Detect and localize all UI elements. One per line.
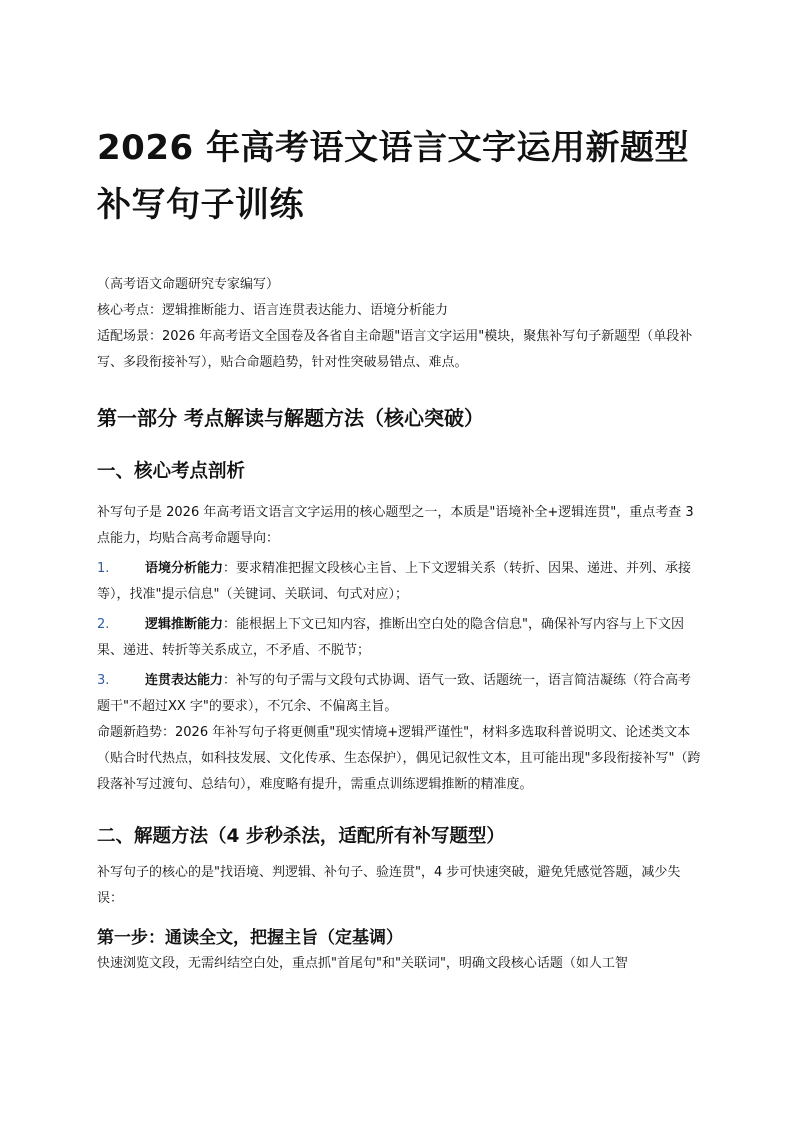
list-item [97, 612, 703, 664]
list-text: ：能根据上下文已知内容，推断出空白处的隐含信息"，确保补写内容与上下文因果、递进、转折等关系成立，不矛盾、不脱节； [97, 617, 684, 658]
core-points-line [97, 298, 703, 324]
section2-heading: 二、解题方法（4 步秒杀法，适配所有补写题型） [97, 826, 505, 847]
list-item [97, 556, 703, 608]
core-points-label: 核心考点： [97, 303, 163, 318]
list-term: 连贯表达能力 [145, 673, 224, 688]
step1-heading: 第一步：通读全文，把握主旨（定基调） [97, 928, 403, 948]
list-term: 语境分析能力 [145, 561, 224, 576]
document-page [97, 120, 703, 977]
author-line: （高考语文命题研究专家编写） [97, 277, 280, 292]
list-number: 2. [97, 617, 110, 632]
section2-intro: 补写句子的核心的是"找语境、判逻辑、补句子、验连贯"，4 步可快速突破，避免凭感觉答题，减少失误： [97, 865, 681, 906]
document-title: 2026 年高考语文语言文字运用新题型补写句子训练 [97, 128, 689, 225]
trend-paragraph: 命题新趋势：2026 年补写句子将更侧重"现实情境+逻辑严谨性"，材料多选取科普说明文、论述类文本（贴合时代热点，如科技发展、文化传承、生态保护），偶见记叙性文本，且可能出现"多段衔接补写"（跨段落补写过渡句、总结句），难度略有提升，需重点训练逻辑推断的精准度。 [97, 725, 701, 792]
list-number: 3. [97, 673, 110, 688]
list-text: ：补写的句子需与文段句式协调、语气一致、话题统一，语言简洁凝练（符合高考题干"不超过XX 字"的要求），不冗余、不偏离主旨。 [97, 673, 692, 714]
section1-intro: 补写句子是 2026 年高考语文语言文字运用的核心题型之一，本质是"语境补全+逻辑连贯"，重点考查 3 点能力，均贴合高考命题导向： [97, 505, 694, 546]
step1-text: 快速浏览文段，无需纠结空白处，重点抓"首尾句"和"关联词"，明确文段核心话题（如人工智 [97, 956, 628, 971]
scene-line [97, 324, 703, 376]
list-term: 逻辑推断能力 [145, 617, 224, 632]
list-text: ：要求精准把握文段核心主旨、上下文逻辑关系（转折、因果、递进、并列、承接等），找准"提示信息"（关键词、关联词、句式对应）； [97, 561, 692, 602]
scene-text: 2026 年高考语文全国卷及各省自主命题"语言文字运用"模块，聚焦补写句子新题型（单段补写、多段衔接补写），贴合命题趋势，针对性突破易错点、难点。 [97, 329, 693, 370]
list-item [97, 668, 703, 720]
core-points-text: 逻辑推断能力、语言连贯表达能力、语境分析能力 [162, 303, 449, 318]
list-number: 1. [97, 561, 110, 576]
section1-heading: 一、核心考点剖析 [97, 461, 246, 482]
part1-heading: 第一部分 考点解读与解题方法（核心突破） [97, 406, 484, 430]
scene-label: 适配场景： [97, 329, 163, 344]
